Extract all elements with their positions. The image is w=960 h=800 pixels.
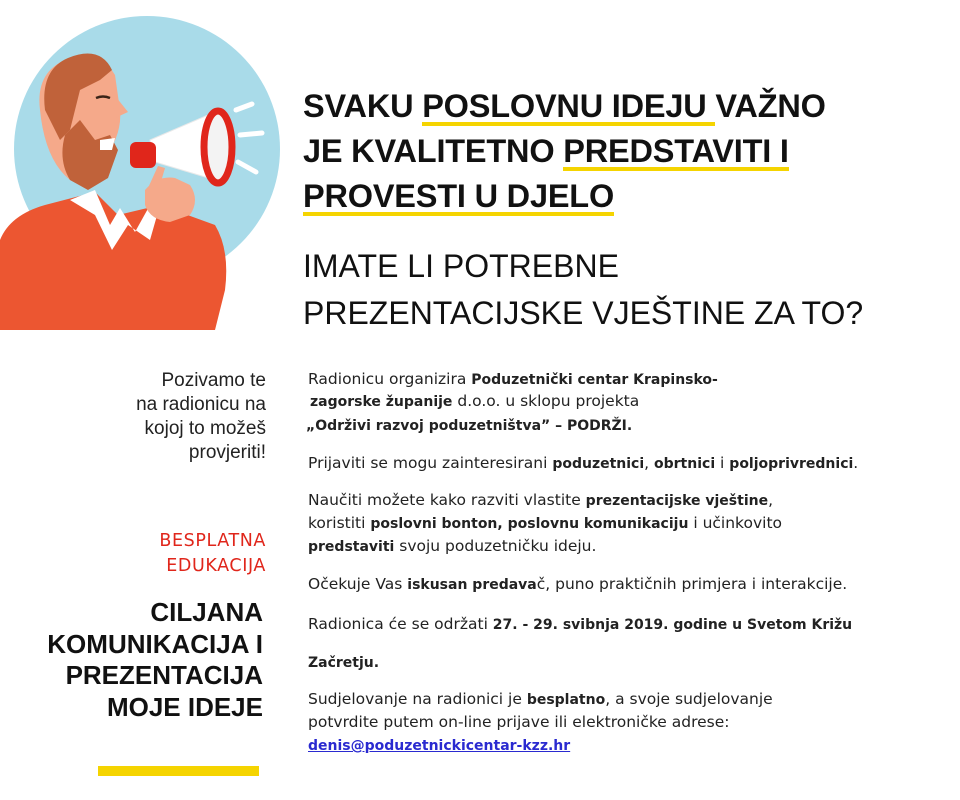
body-text: ,	[644, 454, 655, 472]
invite-line: na radionicu na	[136, 394, 266, 415]
headline-highlight: PROVESTI U DJELO	[303, 178, 615, 214]
body-bold: poslovni bonton, poslovnu komunikaciju	[370, 516, 689, 532]
body-bold: zagorske županije	[310, 394, 453, 410]
headline-text: SVAKU	[303, 88, 423, 124]
invite-line: provjeriti!	[188, 442, 266, 463]
body-bold: obrtnici	[654, 456, 716, 472]
organizer-line-1	[308, 368, 718, 391]
participation-line-1	[308, 688, 773, 711]
body-text: ,	[768, 491, 774, 509]
course-title	[47, 597, 263, 723]
body-text: koristiti	[308, 514, 371, 532]
invitation-text	[66, 369, 266, 465]
body-bold: „Održivi razvoj poduzetništva” – PODRŽI.	[306, 418, 633, 434]
body-bold: Začretju.	[308, 655, 380, 671]
body-text: .	[853, 454, 859, 472]
body-text: , a svoje sudjelovanje	[605, 690, 773, 708]
body-text: i učinkovito	[688, 514, 783, 532]
course-title-line: KOMUNIKACIJA I	[47, 628, 263, 659]
body-bold: prezentacijske vještine	[585, 493, 769, 509]
headline-line-3	[303, 174, 903, 219]
body-bold: besplatno	[526, 692, 606, 708]
question	[303, 243, 933, 337]
body-text: Naučiti možete kako razviti vlastite	[308, 491, 586, 509]
body-text: Radionica će se održati	[308, 615, 493, 633]
learning-line-2	[308, 512, 782, 535]
location-line	[308, 651, 379, 674]
body-text: d.o.o. u sklopu projekta	[452, 392, 640, 410]
megaphone-man-illustration	[0, 0, 300, 330]
date-line	[308, 613, 852, 636]
headline-line-2	[303, 129, 903, 174]
headline-highlight: POSLOVNU IDEJU	[422, 88, 716, 124]
email-line	[308, 734, 570, 757]
body-text: Sudjelovanje na radionici je	[308, 690, 527, 708]
body-bold: Poduzetnički centar Krapinsko-	[471, 372, 718, 388]
headline-highlight: PREDSTAVITI I	[563, 133, 789, 169]
headline-line-1	[303, 84, 903, 129]
body-text: č, puno praktičnih primjera i interakcije.	[536, 575, 848, 593]
question-line-1: IMATE LI POTREBNE	[303, 248, 619, 284]
body-bold: iskusan predava	[407, 577, 537, 593]
organizer-line-2	[310, 390, 639, 413]
email-link[interactable]: denis@poduzetnickicentar-kzz.hr	[308, 738, 571, 754]
headline-text: VAŽNO	[715, 88, 826, 124]
course-title-line: MOJE IDEJE	[106, 691, 263, 722]
free-line: EDUKACIJA	[166, 556, 266, 576]
project-name	[306, 414, 632, 437]
free-education-label	[159, 529, 266, 579]
body-bold: poljoprivrednici	[729, 456, 854, 472]
body-bold: predstaviti	[308, 539, 395, 555]
body-bold: 27. - 29. svibnja 2019. godine u Svetom Križu	[492, 617, 853, 633]
trainer-line	[308, 573, 847, 596]
course-title-line: PREZENTACIJA	[65, 660, 263, 690]
invite-line: kojoj to možeš	[144, 418, 266, 439]
invite-line: Pozivamo te	[161, 370, 266, 391]
headline-text: JE KVALITETNO	[303, 133, 564, 169]
body-text: svoju poduzetničku ideju.	[394, 537, 597, 555]
question-line-2: PREZENTACIJSKE VJEŠTINE ZA TO?	[303, 295, 864, 331]
course-title-line: CILJANA	[150, 597, 263, 627]
eligibility	[308, 452, 858, 475]
body-text: Očekuje Vas	[308, 575, 408, 593]
participation-line-2: potvrdite putem on-line prijave ili elektroničke adrese:	[308, 713, 730, 731]
learning-line-3	[308, 535, 596, 558]
body-bold: poduzetnici	[552, 456, 645, 472]
yellow-accent-bar	[98, 766, 259, 776]
body-text: Radionicu organizira	[308, 370, 472, 388]
learning-line-1	[308, 489, 773, 512]
body-text: Prijaviti se mogu zainteresirani	[308, 454, 553, 472]
body-text: i	[715, 454, 730, 472]
free-line: BESPLATNA	[159, 531, 266, 551]
headline	[303, 84, 903, 219]
